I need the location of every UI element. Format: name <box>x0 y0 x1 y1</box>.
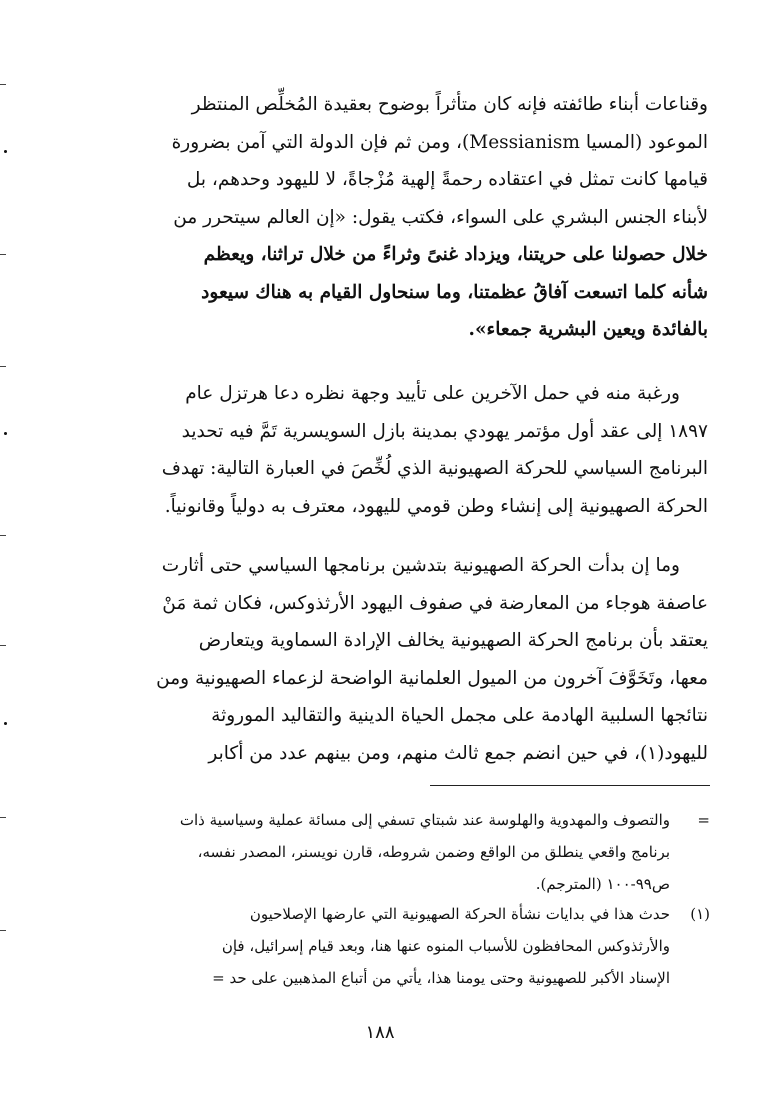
paragraph-line: قيامها كانت تمثل في اعتقاده رحمةً إلهية مُزْجاةً، لا لليهود وحدهم، بل <box>186 169 708 190</box>
scan-dot <box>4 722 7 725</box>
footnote-line: الإسناد الأكبر للصهيونية وحتى يومنا هذا، يأتي من أتباع المذهبين على حد = <box>212 969 670 987</box>
page-number: ١٨٨ <box>365 1022 395 1043</box>
paragraph-line-bold: شأنه كلما اتسعت آفاقُ عظمتنا، وما سنحاول القيام به هناك سيعود <box>201 281 708 303</box>
footnote-line: والتصوف والمهدوية والهلوسة عند شبتاي تسفي إلى مسائة عملية وسياسية ذات <box>179 811 670 829</box>
paragraph-line: البرنامج السياسي للحركة الصهيونية الذي لُخِّصَ في العبارة التالية: تهدف <box>161 458 708 479</box>
footnote-line: حدث هذا في بدايات نشأة الحركة الصهيونية التي عارضها الإصلاحيون <box>249 905 670 923</box>
footnote-line: والأرثذوكس المحافظون للأسباب المنوه عنها هنا، وبعد قيام إسرائيل، فإن <box>221 937 670 955</box>
paragraph-line: معها، وتَخَوَّفَ آخرون من الميول العلمانية الواضحة لزعماء الصهيونية ومن <box>156 667 708 689</box>
paragraph-1 <box>58 86 708 349</box>
footnote-marker: = <box>697 811 710 829</box>
footnote-line: ص٩٩-١٠٠ (المترجم). <box>535 875 670 893</box>
paragraph-line-bold: خلال حصولنا على حريتنا، ويزداد غنىً وثراءً من خلال تراثنا، ويعظم <box>203 244 708 265</box>
paragraph-2 <box>58 375 708 525</box>
paragraph-line: عاصفة هوجاء من المعارضة في صفوف اليهود الأرثذوكس، فكان ثمة مَنْ <box>162 592 708 614</box>
scan-edge-mark <box>0 930 6 931</box>
paragraph-3 <box>58 547 708 772</box>
scan-edge-mark <box>0 817 6 818</box>
scan-edge-mark <box>0 366 6 367</box>
paragraph-line: لليهود(١)، في حين انضم جمع ثالث منهم، ومن بينهم عدد من أكابر <box>208 742 708 764</box>
footnote-1 <box>58 898 670 994</box>
scan-edge-mark <box>0 645 6 646</box>
paragraph-line: وما إن بدأت الحركة الصهيونية بتدشين برنامجها السياسي حتى أثارت <box>161 555 680 576</box>
footnote-marker: (١) <box>690 905 710 923</box>
footnote-line: برنامج واقعي ينطلق من الواقع وضمن شروطه، قارن نويسنر، المصدر نفسه، <box>197 843 670 861</box>
scan-edge-mark <box>0 84 6 85</box>
paragraph-line: وقناعات أبناء طائفته فإنه كان متأثراً بوضوح بعقيدة المُخلِّص المنتظر <box>191 94 708 115</box>
scan-dot <box>4 432 7 435</box>
paragraph-line: ورغبة منه في حمل الآخرين على تأييد وجهة نظره دعا هرتزل عام <box>185 383 680 404</box>
paragraph-line: الموعود (المسيا Messianism)، ومن ثم فإن الدولة التي آمن بضرورة <box>171 131 708 153</box>
paragraph-line: لأبناء الجنس البشري على السواء، فكتب يقول: «إن العالم سيتحرر من <box>173 206 708 228</box>
scan-edge-mark <box>0 254 6 255</box>
paragraph-line: ١٨٩٧ إلى عقد أول مؤتمر يهودي بمدينة بازل السويسرية تَمَّ فيه تحديد <box>181 420 708 442</box>
paragraph-line-bold: بالفائدة ويعين البشرية جمعاء». <box>468 319 708 340</box>
footnote-separator <box>430 785 710 786</box>
paragraph-line: نتائجها السلبية الهادمة على مجمل الحياة الدينية والتقاليد الموروثة <box>211 705 708 726</box>
paragraph-line: يعتقد بأن برنامج الحركة الصهيونية يخالف الإرادة السماوية ويتعارض <box>198 630 708 651</box>
scan-edge-mark <box>0 535 6 536</box>
scan-dot <box>4 150 7 153</box>
footnote-continuation <box>58 804 670 900</box>
paragraph-line: الحركة الصهيونية إلى إنشاء وطن قومي لليهود، معترف به دولياً وقانونياً. <box>164 495 708 517</box>
